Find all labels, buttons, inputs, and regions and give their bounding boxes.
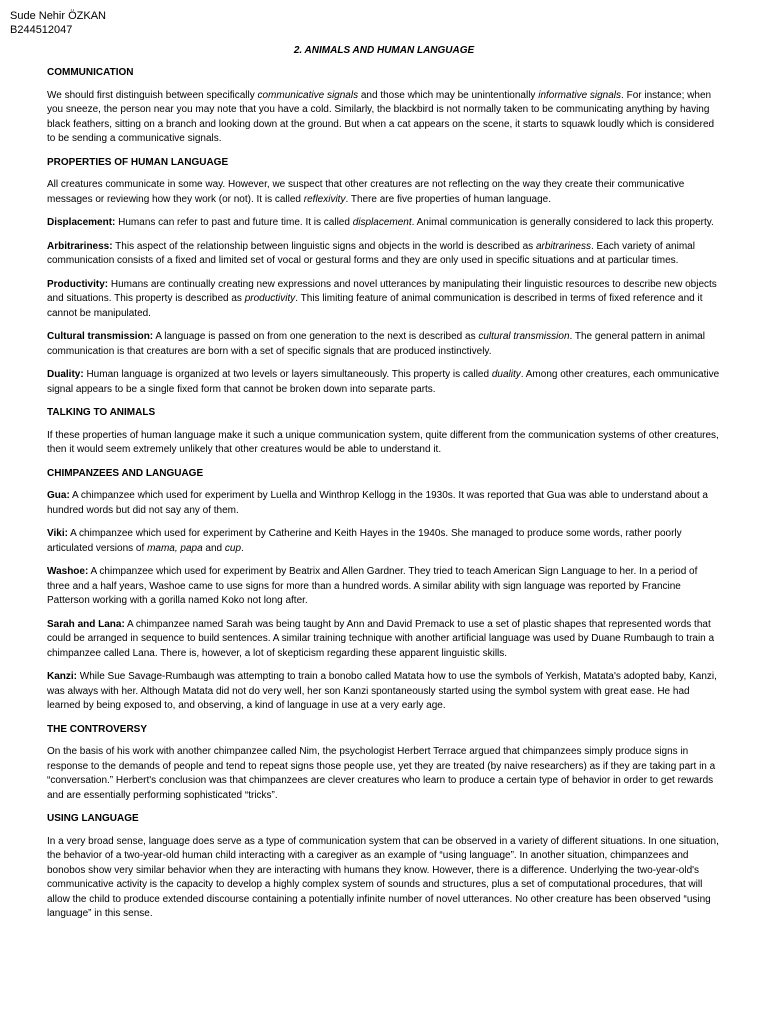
- paragraph-sarah-lana: [47, 618, 720, 662]
- term-italic: cup: [224, 542, 242, 554]
- term-italic: duality: [491, 369, 521, 380]
- text: A chimpanzee which used for experiment by Catherine and Keith Hayes in the 1940s. She managed to produce some words, rather poorly articulated versions of: [47, 528, 682, 554]
- term-label: Productivity:: [47, 278, 109, 290]
- term-label: Gua:: [47, 490, 70, 501]
- term-label: Kanzi:: [47, 671, 77, 682]
- paragraph-properties-intro: [47, 178, 720, 207]
- paragraph-using-language: In a very broad sense, language does serve as a type of communication system that can be observed in a variety of different situations. In one situation, the behavior of a two-year-old human child interacting with a caregiver as an example of “using language”. In another situation, chimpanzees and bonobos show very similar behavior when they are interacting with humans they know. However, there is a difference. Underlying the two-year-old's communicative activity is the capacity to develop a highly complex system of sounds and structures, plus a set of computational procedures, that will allow the child to produce extended discourse containing a potentially infinite number of novel utterances. No other creature has been observed “using language” in this sense.: [47, 835, 719, 919]
- text: . For instance; when you sneeze, the person near you may note that you have a cold. Similarly, the blackbird is not normally taken to be communicating anything by having black feathers, sitting on a branch and looking down at the ground. But when a cat appears on the scene, it starts to squawk loudly which is considered to be sending a communicative signals.: [47, 89, 715, 144]
- paragraph-washoe: [47, 565, 720, 609]
- term-label: Arbitrariness:: [47, 240, 113, 252]
- author-block: [10, 9, 106, 37]
- term-italic: mama, papa: [147, 542, 203, 554]
- heading-talking-to-animals: TALKING TO ANIMALS: [47, 407, 156, 418]
- text: .: [241, 542, 244, 554]
- text: All creatures communicate in some way. However, we suspect that other creatures are not reflecting on the way they create their communicative messages or reviewing how they work (or not). It is called: [47, 179, 685, 205]
- paragraph-kanzi: [47, 670, 720, 714]
- term-label: Displacement:: [47, 217, 116, 228]
- term-label: Washoe:: [47, 566, 89, 577]
- document-body: [47, 66, 720, 931]
- text: . Each variety of animal communication consists of a fixed and limited set of vocal or gestural forms and they are only used in specific situations and at particular times.: [47, 240, 695, 266]
- paragraph-viki: [47, 527, 720, 556]
- heading-using-language: USING LANGUAGE: [47, 813, 139, 824]
- text: A chimpanzee named Sarah was being taught by Ann and David Premack to use a set of plastic shapes that represented words that could be arranged in sequence to build sentences. A similar training technique with another artificial language was used by Duane Rumbaugh to train a chimpanzee called Lana. There is, however, a lot of skepticism regarding these apparent linguistic skills.: [47, 618, 715, 659]
- text: Human language is organized at two levels or layers simultaneously. This property is called: [83, 369, 492, 380]
- heading-chimpanzees: CHIMPANZEES AND LANGUAGE: [47, 467, 204, 479]
- text: A chimpanzee which used for experiment by Beatrix and Allen Gardner. They tried to teach American Sign Language to her. In a period of three and a half years, Washoe came to use signs for more than a hundred words. A similar ability with sign language was reported by Francine Patterson working with a gorilla named Koko not long after.: [47, 566, 698, 606]
- text: . The general pattern in animal communication is that creatures are born with a set of specific signals that are produced instinctively.: [47, 331, 705, 357]
- term-italic: displacement: [352, 217, 412, 228]
- student-id: B244512047: [10, 24, 73, 36]
- paragraph-cultural-transmission: [47, 330, 720, 359]
- text: . Animal communication is generally considered to lack this property.: [411, 217, 714, 228]
- text: Humans are continually creating new expressions and novel utterances by manipulating their linguistic resources to describe new objects and situations. This property is described as: [47, 278, 717, 304]
- term-label: Duality:: [47, 369, 84, 380]
- text: We should first distinguish between specifically: [47, 89, 258, 101]
- paragraph-controversy: On the basis of his work with another chimpanzee called Nim, the psychologist Herbert Terrace argued that chimpanzees simply produce signs in response to the demands of people and tend to repeat signs those people use, yet they are treated (by naive researchers) as if they are taking part in a “conversation.” Herbert's conclusion was that chimpanzees are clever creatures who learn to produce a certain type of behavior in order to get rewards and are essentially performing sophisticated “tricks”.: [47, 746, 716, 801]
- heading-controversy: THE CONTROVERSY: [47, 723, 148, 735]
- text: Humans can refer to past and future time. It is called: [115, 217, 353, 228]
- term-italic: reflexivity: [303, 193, 346, 205]
- text: While Sue Savage-Rumbaugh was attempting to train a bonobo called Matata how to use the symbols of Yerkish, Matata's adopted baby, Kanzi, was always with her. Although Matata did not do very well, her son Kanzi spontaneously started using the symbol system with great ease. He had learned by being exposed to, and observing, a kind of language in use at a very early age.: [47, 671, 717, 711]
- paragraph-arbitrariness: [47, 240, 720, 269]
- term-italic: communicative signals: [257, 89, 359, 101]
- paragraph-talking: If these properties of human language make it such a unique communication system, quite different from the communication systems of other creatures, then it would seem extremely unlikely that other creatures would be able to understand it.: [47, 429, 719, 455]
- paragraph-gua: [47, 489, 720, 518]
- term-italic: cultural transmission: [478, 331, 570, 342]
- term-italic: informative signals: [538, 89, 622, 101]
- paragraph-duality: [47, 368, 720, 397]
- text: A chimpanzee which used for experiment by Luella and Winthrop Kellogg in the 1930s. It was reported that Gua was able to understand about a hundred words but did not say any of them.: [47, 490, 708, 516]
- term-label: Sarah and Lana:: [47, 618, 125, 630]
- paragraph-communication: [47, 89, 720, 147]
- text: This aspect of the relationship between linguistic signs and objects in the world is described as: [112, 240, 536, 252]
- paragraph-displacement: [47, 216, 720, 231]
- text: . There are five properties of human language.: [345, 193, 551, 205]
- author-name: Sude Nehir ÖZKAN: [10, 10, 106, 22]
- paragraph-productivity: [47, 278, 720, 322]
- term-italic: arbitrariness: [535, 240, 591, 252]
- term-label: Cultural transmission:: [47, 331, 154, 342]
- text: A language is passed on from one generation to the next is described as: [153, 331, 479, 342]
- term-label: Viki:: [47, 528, 68, 539]
- heading-properties: PROPERTIES OF HUMAN LANGUAGE: [47, 156, 229, 168]
- document-title: 2. ANIMALS AND HUMAN LANGUAGE: [293, 45, 475, 56]
- heading-communication: COMMUNICATION: [47, 67, 134, 78]
- text: . This limiting feature of animal communication is described in terms of fixed reference and it cannot be manipulated.: [47, 293, 703, 319]
- text: and: [202, 542, 225, 554]
- text: . Among other creatures, each ommunicative signal appears to be a single fixed form that cannot be broken down into separate parts.: [47, 369, 720, 395]
- term-italic: productivity: [244, 293, 296, 304]
- text: and those which may be unintentionally: [358, 89, 539, 101]
